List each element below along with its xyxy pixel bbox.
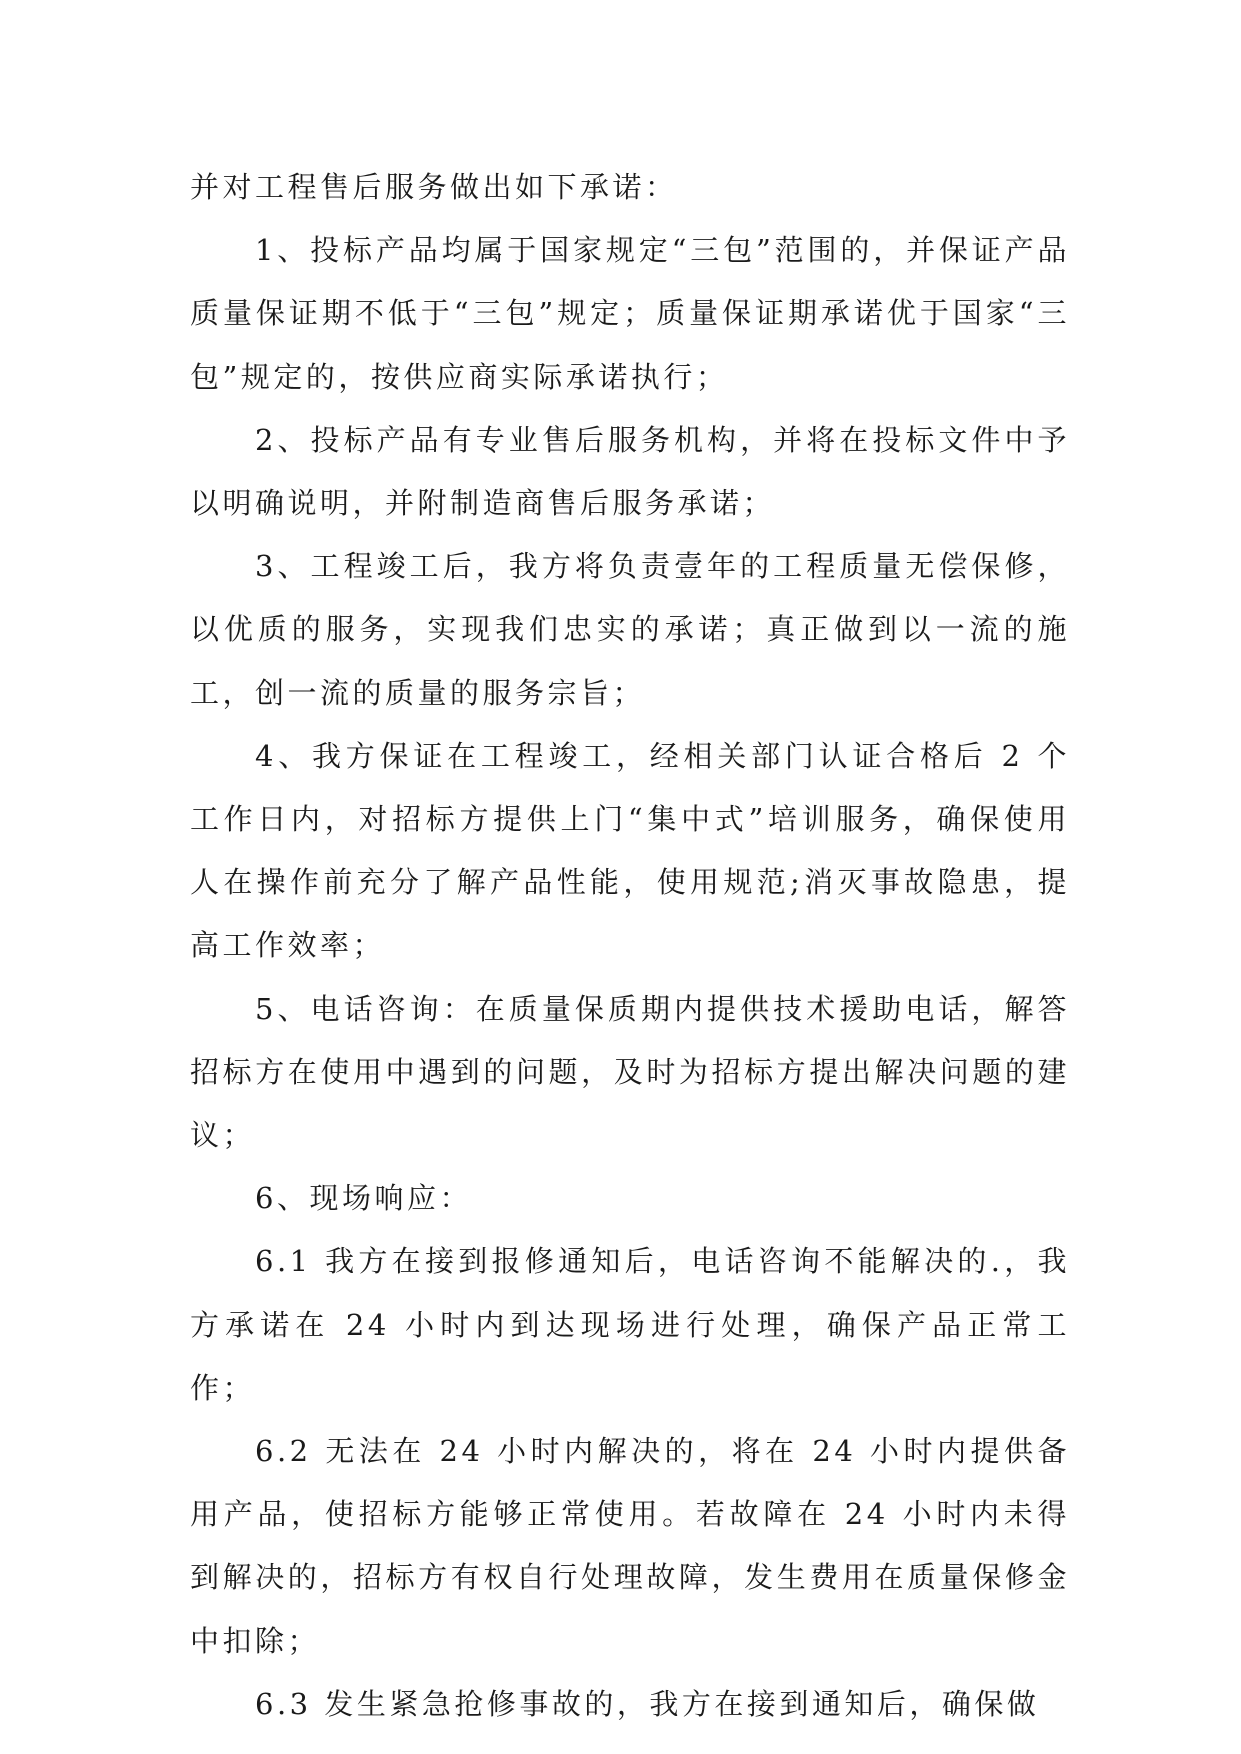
paragraph-item-3: 3、工程竣工后，我方将负责壹年的工程质量无偿保修，以优质的服务，实现我们忠实的承诺；真正做到以一流的施工，创一流的质量的服务宗旨； bbox=[190, 549, 1070, 710]
paragraph-item-6-2: 6.2 无法在 24 小时内解决的，将在 24 小时内提供备用产品，使招标方能够正常使用。若故障在 24 小时内未得到解决的，招标方有权自行处理故障，发生费用在质量保修金中扣除； bbox=[190, 1434, 1070, 1658]
paragraph-item-1: 1、投标产品均属于国家规定“三包”范围的，并保证产品质量保证期不低于“三包”规定；质量保证期承诺优于国家“三包”规定的，按供应商实际承诺执行； bbox=[190, 233, 1070, 394]
paragraph-intro: 并对工程售后服务做出如下承诺： bbox=[190, 170, 678, 204]
document-body bbox=[190, 156, 1070, 1736]
paragraph-item-6-1: 6.1 我方在接到报修通知后，电话咨询不能解决的.，我方承诺在 24 小时内到达现场进行处理，确保产品正常工作； bbox=[190, 1244, 1070, 1405]
paragraph-item-4: 4、我方保证在工程竣工，经相关部门认证合格后 2 个工作日内，对招标方提供上门“集中式”培训服务，确保使用人在操作前充分了解产品性能，使用规范;消灭事故隐患，提高工作效率； bbox=[190, 738, 1070, 963]
paragraph-item-2: 2、投标产品有专业售后服务机构，并将在投标文件中予以明确说明，并附制造商售后服务承诺； bbox=[190, 422, 1070, 521]
paragraph-item-5: 5、电话咨询：在质量保质期内提供技术援助电话，解答招标方在使用中遇到的问题，及时为招标方提出解决问题的建议； bbox=[190, 991, 1070, 1153]
paragraph-item-6: 6、现场响应： bbox=[255, 1181, 472, 1216]
paragraph-item-6-3: 6.3 发生紧急抢修事故的，我方在接到通知后，确保做 bbox=[255, 1686, 1040, 1721]
